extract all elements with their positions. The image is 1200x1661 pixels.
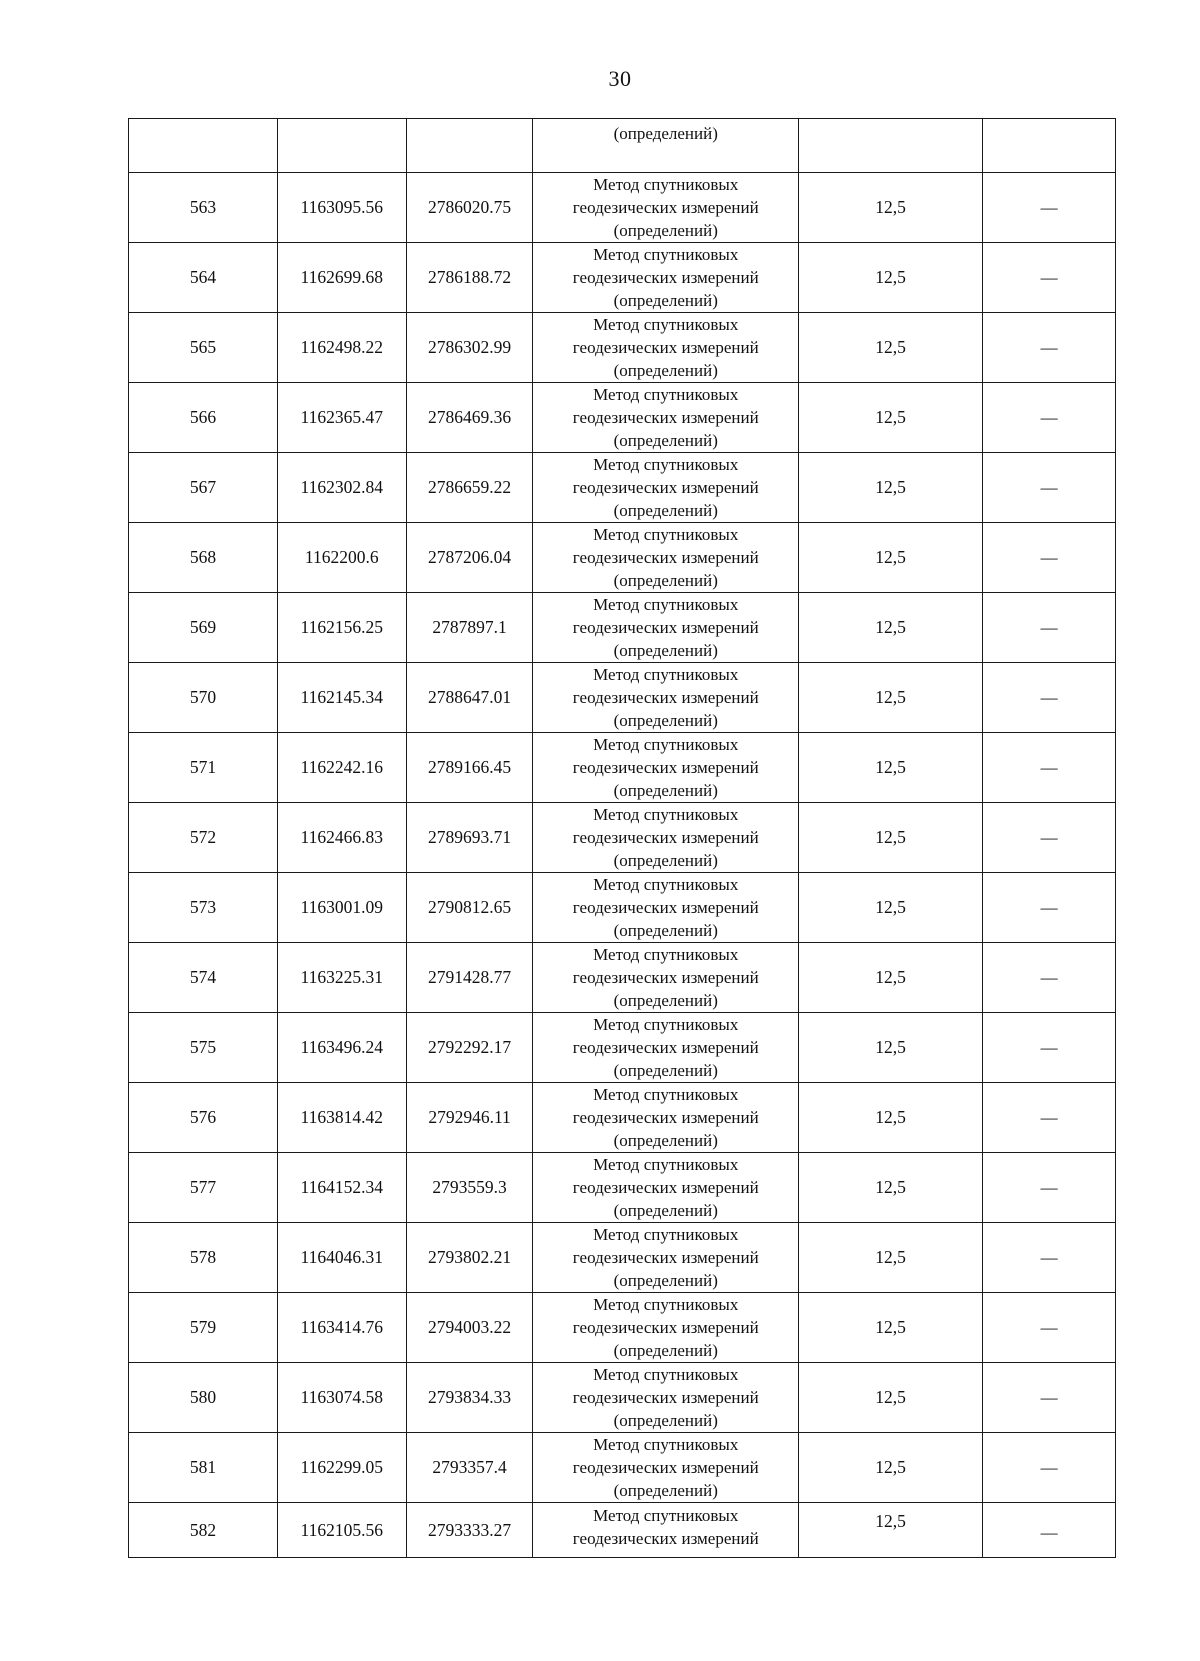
- dash-cell: —: [983, 243, 1116, 313]
- accuracy-cell: 12,5: [799, 243, 983, 313]
- method-line: (определений): [613, 991, 718, 1010]
- method-line: (определений): [613, 1061, 718, 1080]
- accuracy-cell: 12,5: [799, 733, 983, 803]
- method-line: геодезических измерений: [572, 408, 759, 427]
- method-line: Метод спутниковых: [593, 385, 739, 404]
- accuracy-cell: 12,5: [799, 313, 983, 383]
- method-line: Метод спутниковых: [593, 1365, 739, 1384]
- method-line: геодезических измерений: [572, 548, 759, 567]
- method-line: (определений): [613, 851, 718, 870]
- x-coordinate-cell: 1162156.25: [277, 593, 406, 663]
- dash-cell: —: [983, 733, 1116, 803]
- accuracy-cell: 12,5: [799, 1433, 983, 1503]
- empty-cell: [277, 119, 406, 173]
- table-row: [129, 523, 1116, 593]
- method-cell: [533, 1433, 799, 1503]
- y-coordinate-cell: 2786302.99: [406, 313, 533, 383]
- method-line: Метод спутниковых: [593, 805, 739, 824]
- method-line: (определений): [613, 1481, 718, 1500]
- table-row: [129, 173, 1116, 243]
- accuracy-cell: 12,5: [799, 873, 983, 943]
- table-row: [129, 1293, 1116, 1363]
- dash-cell: —: [983, 523, 1116, 593]
- method-line: (определений): [613, 1411, 718, 1430]
- dash-cell: —: [983, 1503, 1116, 1558]
- dash-cell: —: [983, 663, 1116, 733]
- accuracy-cell: 12,5: [799, 943, 983, 1013]
- dash-cell: —: [983, 803, 1116, 873]
- method-line: (определений): [613, 1341, 718, 1360]
- table-row: [129, 803, 1116, 873]
- method-line: Метод спутниковых: [593, 735, 739, 754]
- y-coordinate-cell: 2786020.75: [406, 173, 533, 243]
- method-cell: [533, 943, 799, 1013]
- continued-header-row: [129, 119, 1116, 173]
- dash-cell: —: [983, 873, 1116, 943]
- table-row: [129, 1363, 1116, 1433]
- method-line: Метод спутниковых: [593, 1435, 739, 1454]
- dash-cell: —: [983, 593, 1116, 663]
- method-cell: [533, 1153, 799, 1223]
- x-coordinate-cell: 1162699.68: [277, 243, 406, 313]
- method-line: геодезических измерений: [572, 1458, 759, 1477]
- x-coordinate-cell: 1164152.34: [277, 1153, 406, 1223]
- table-row: [129, 1083, 1116, 1153]
- method-line: геодезических измерений: [572, 338, 759, 357]
- method-line: Метод спутниковых: [593, 245, 739, 264]
- method-cell: [533, 593, 799, 663]
- table-row: [129, 873, 1116, 943]
- empty-cell: [799, 119, 983, 173]
- method-cell: [533, 873, 799, 943]
- method-line: Метод спутниковых: [593, 1295, 739, 1314]
- dash-cell: —: [983, 943, 1116, 1013]
- table-row: [129, 733, 1116, 803]
- point-number-cell: 572: [129, 803, 278, 873]
- dash-cell: —: [983, 1013, 1116, 1083]
- accuracy-cell: 12,5: [799, 453, 983, 523]
- y-coordinate-cell: 2792292.17: [406, 1013, 533, 1083]
- accuracy-cell: 12,5: [799, 1363, 983, 1433]
- point-number-cell: 577: [129, 1153, 278, 1223]
- accuracy-cell: 12,5: [799, 1293, 983, 1363]
- point-number-cell: 580: [129, 1363, 278, 1433]
- method-line: (определений): [613, 361, 718, 380]
- method-line: геодезических измерений: [572, 1248, 759, 1267]
- method-line: Метод спутниковых: [593, 1225, 739, 1244]
- y-coordinate-cell: 2792946.11: [406, 1083, 533, 1153]
- method-line: геодезических измерений: [572, 688, 759, 707]
- method-line: геодезических измерений: [572, 758, 759, 777]
- accuracy-cell: 12,5: [799, 1153, 983, 1223]
- method-cell: [533, 663, 799, 733]
- table-row: [129, 313, 1116, 383]
- accuracy-cell: 12,5: [799, 523, 983, 593]
- method-line: Метод спутниковых: [593, 945, 739, 964]
- method-line: (определений): [613, 1201, 718, 1220]
- table-row: [129, 243, 1116, 313]
- method-cell: [533, 173, 799, 243]
- dash-cell: —: [983, 173, 1116, 243]
- y-coordinate-cell: 2787897.1: [406, 593, 533, 663]
- dash-cell: —: [983, 1153, 1116, 1223]
- accuracy-cell: 12,5: [799, 1013, 983, 1083]
- accuracy-cell: 12,5: [799, 1083, 983, 1153]
- table-row: [129, 1433, 1116, 1503]
- method-line: геодезических измерений: [572, 898, 759, 917]
- method-line: геодезических измерений: [572, 1038, 759, 1057]
- x-coordinate-cell: 1163414.76: [277, 1293, 406, 1363]
- method-line: геодезических измерений: [572, 1108, 759, 1127]
- method-line: геодезических измерений: [572, 1318, 759, 1337]
- dash-cell: —: [983, 1223, 1116, 1293]
- point-number-cell: 578: [129, 1223, 278, 1293]
- method-line: Метод спутниковых: [593, 455, 739, 474]
- method-line: Метод спутниковых: [593, 1015, 739, 1034]
- method-cell: [533, 1363, 799, 1433]
- method-line: Метод спутниковых: [593, 1155, 739, 1174]
- point-number-cell: 567: [129, 453, 278, 523]
- x-coordinate-cell: 1163814.42: [277, 1083, 406, 1153]
- method-line: (определений): [613, 501, 718, 520]
- method-line: Метод спутниковых: [593, 315, 739, 334]
- method-cell: [533, 313, 799, 383]
- table-row: [129, 1153, 1116, 1223]
- method-line: геодезических измерений: [572, 1529, 759, 1548]
- method-line: геодезических измерений: [572, 268, 759, 287]
- x-coordinate-cell: 1162498.22: [277, 313, 406, 383]
- method-line: Метод спутниковых: [593, 1085, 739, 1104]
- method-line: Метод спутниковых: [593, 665, 739, 684]
- method-cell: [533, 1013, 799, 1083]
- dash-cell: —: [983, 1293, 1116, 1363]
- y-coordinate-cell: 2786188.72: [406, 243, 533, 313]
- method-cell: [533, 733, 799, 803]
- method-line: (определений): [613, 1271, 718, 1290]
- method-cell: [533, 383, 799, 453]
- y-coordinate-cell: 2793802.21: [406, 1223, 533, 1293]
- accuracy-cell: 12,5: [799, 383, 983, 453]
- table-row: [129, 1013, 1116, 1083]
- x-coordinate-cell: 1163074.58: [277, 1363, 406, 1433]
- method-line: (определений): [613, 781, 718, 800]
- point-number-cell: 563: [129, 173, 278, 243]
- point-number-cell: 564: [129, 243, 278, 313]
- method-line: геодезических измерений: [572, 1178, 759, 1197]
- x-coordinate-cell: 1162302.84: [277, 453, 406, 523]
- method-cell: [533, 1503, 799, 1558]
- y-coordinate-cell: 2789693.71: [406, 803, 533, 873]
- method-line: (определений): [613, 571, 718, 590]
- method-line: (определений): [613, 291, 718, 310]
- method-line: (определений): [613, 641, 718, 660]
- table-row: [129, 1503, 1116, 1558]
- x-coordinate-cell: 1164046.31: [277, 1223, 406, 1293]
- empty-cell: [983, 119, 1116, 173]
- x-coordinate-cell: 1162200.6: [277, 523, 406, 593]
- y-coordinate-cell: 2793559.3: [406, 1153, 533, 1223]
- method-cell: [533, 1083, 799, 1153]
- point-number-cell: 575: [129, 1013, 278, 1083]
- point-number-cell: 581: [129, 1433, 278, 1503]
- method-line: (определений): [613, 711, 718, 730]
- dash-cell: —: [983, 453, 1116, 523]
- y-coordinate-cell: 2790812.65: [406, 873, 533, 943]
- y-coordinate-cell: 2793333.27: [406, 1503, 533, 1558]
- point-number-cell: 582: [129, 1503, 278, 1558]
- method-line: геодезических измерений: [572, 968, 759, 987]
- table-row: [129, 663, 1116, 733]
- x-coordinate-cell: 1163225.31: [277, 943, 406, 1013]
- point-number-cell: 566: [129, 383, 278, 453]
- empty-cell: [129, 119, 278, 173]
- method-line: (определений): [613, 221, 718, 240]
- method-tail-text: (определений): [613, 124, 718, 143]
- method-cell: [533, 803, 799, 873]
- point-number-cell: 571: [129, 733, 278, 803]
- accuracy-cell: 12,5: [799, 1223, 983, 1293]
- dash-cell: —: [983, 1433, 1116, 1503]
- method-line: (определений): [613, 921, 718, 940]
- accuracy-cell: 12,5: [799, 1503, 983, 1558]
- dash-cell: —: [983, 313, 1116, 383]
- method-line: (определений): [613, 1131, 718, 1150]
- table-row: [129, 453, 1116, 523]
- method-cell: [533, 1293, 799, 1363]
- x-coordinate-cell: 1163095.56: [277, 173, 406, 243]
- y-coordinate-cell: 2791428.77: [406, 943, 533, 1013]
- method-cell: [533, 243, 799, 313]
- y-coordinate-cell: 2787206.04: [406, 523, 533, 593]
- accuracy-cell: 12,5: [799, 803, 983, 873]
- table-row: [129, 1223, 1116, 1293]
- x-coordinate-cell: 1163496.24: [277, 1013, 406, 1083]
- accuracy-cell: 12,5: [799, 173, 983, 243]
- x-coordinate-cell: 1162242.16: [277, 733, 406, 803]
- x-coordinate-cell: 1163001.09: [277, 873, 406, 943]
- method-line: Метод спутниковых: [593, 875, 739, 894]
- accuracy-cell: 12,5: [799, 663, 983, 733]
- method-line: геодезических измерений: [572, 618, 759, 637]
- method-line: геодезических измерений: [572, 198, 759, 217]
- x-coordinate-cell: 1162145.34: [277, 663, 406, 733]
- y-coordinate-cell: 2788647.01: [406, 663, 533, 733]
- method-line: Метод спутниковых: [593, 1506, 739, 1525]
- method-line: Метод спутниковых: [593, 175, 739, 194]
- method-cell: [533, 523, 799, 593]
- method-line: (определений): [613, 431, 718, 450]
- y-coordinate-cell: 2793834.33: [406, 1363, 533, 1433]
- x-coordinate-cell: 1162466.83: [277, 803, 406, 873]
- method-line: геодезических измерений: [572, 478, 759, 497]
- accuracy-cell: 12,5: [799, 593, 983, 663]
- method-line: геодезических измерений: [572, 828, 759, 847]
- point-number-cell: 565: [129, 313, 278, 383]
- method-line: Метод спутниковых: [593, 595, 739, 614]
- point-number-cell: 579: [129, 1293, 278, 1363]
- x-coordinate-cell: 1162299.05: [277, 1433, 406, 1503]
- point-number-cell: 568: [129, 523, 278, 593]
- dash-cell: —: [983, 1083, 1116, 1153]
- y-coordinate-cell: 2793357.4: [406, 1433, 533, 1503]
- method-cell: [533, 119, 799, 173]
- table-row: [129, 383, 1116, 453]
- point-number-cell: 569: [129, 593, 278, 663]
- y-coordinate-cell: 2789166.45: [406, 733, 533, 803]
- empty-cell: [406, 119, 533, 173]
- x-coordinate-cell: 1162365.47: [277, 383, 406, 453]
- method-cell: [533, 453, 799, 523]
- dash-cell: —: [983, 383, 1116, 453]
- table-row: [129, 593, 1116, 663]
- coordinates-table: [128, 118, 1116, 1558]
- y-coordinate-cell: 2794003.22: [406, 1293, 533, 1363]
- y-coordinate-cell: 2786469.36: [406, 383, 533, 453]
- point-number-cell: 573: [129, 873, 278, 943]
- point-number-cell: 576: [129, 1083, 278, 1153]
- method-line: геодезических измерений: [572, 1388, 759, 1407]
- method-cell: [533, 1223, 799, 1293]
- page-number: 30: [608, 66, 632, 91]
- point-number-cell: 570: [129, 663, 278, 733]
- table-row: [129, 943, 1116, 1013]
- x-coordinate-cell: 1162105.56: [277, 1503, 406, 1558]
- point-number-cell: 574: [129, 943, 278, 1013]
- dash-cell: —: [983, 1363, 1116, 1433]
- y-coordinate-cell: 2786659.22: [406, 453, 533, 523]
- method-line: Метод спутниковых: [593, 525, 739, 544]
